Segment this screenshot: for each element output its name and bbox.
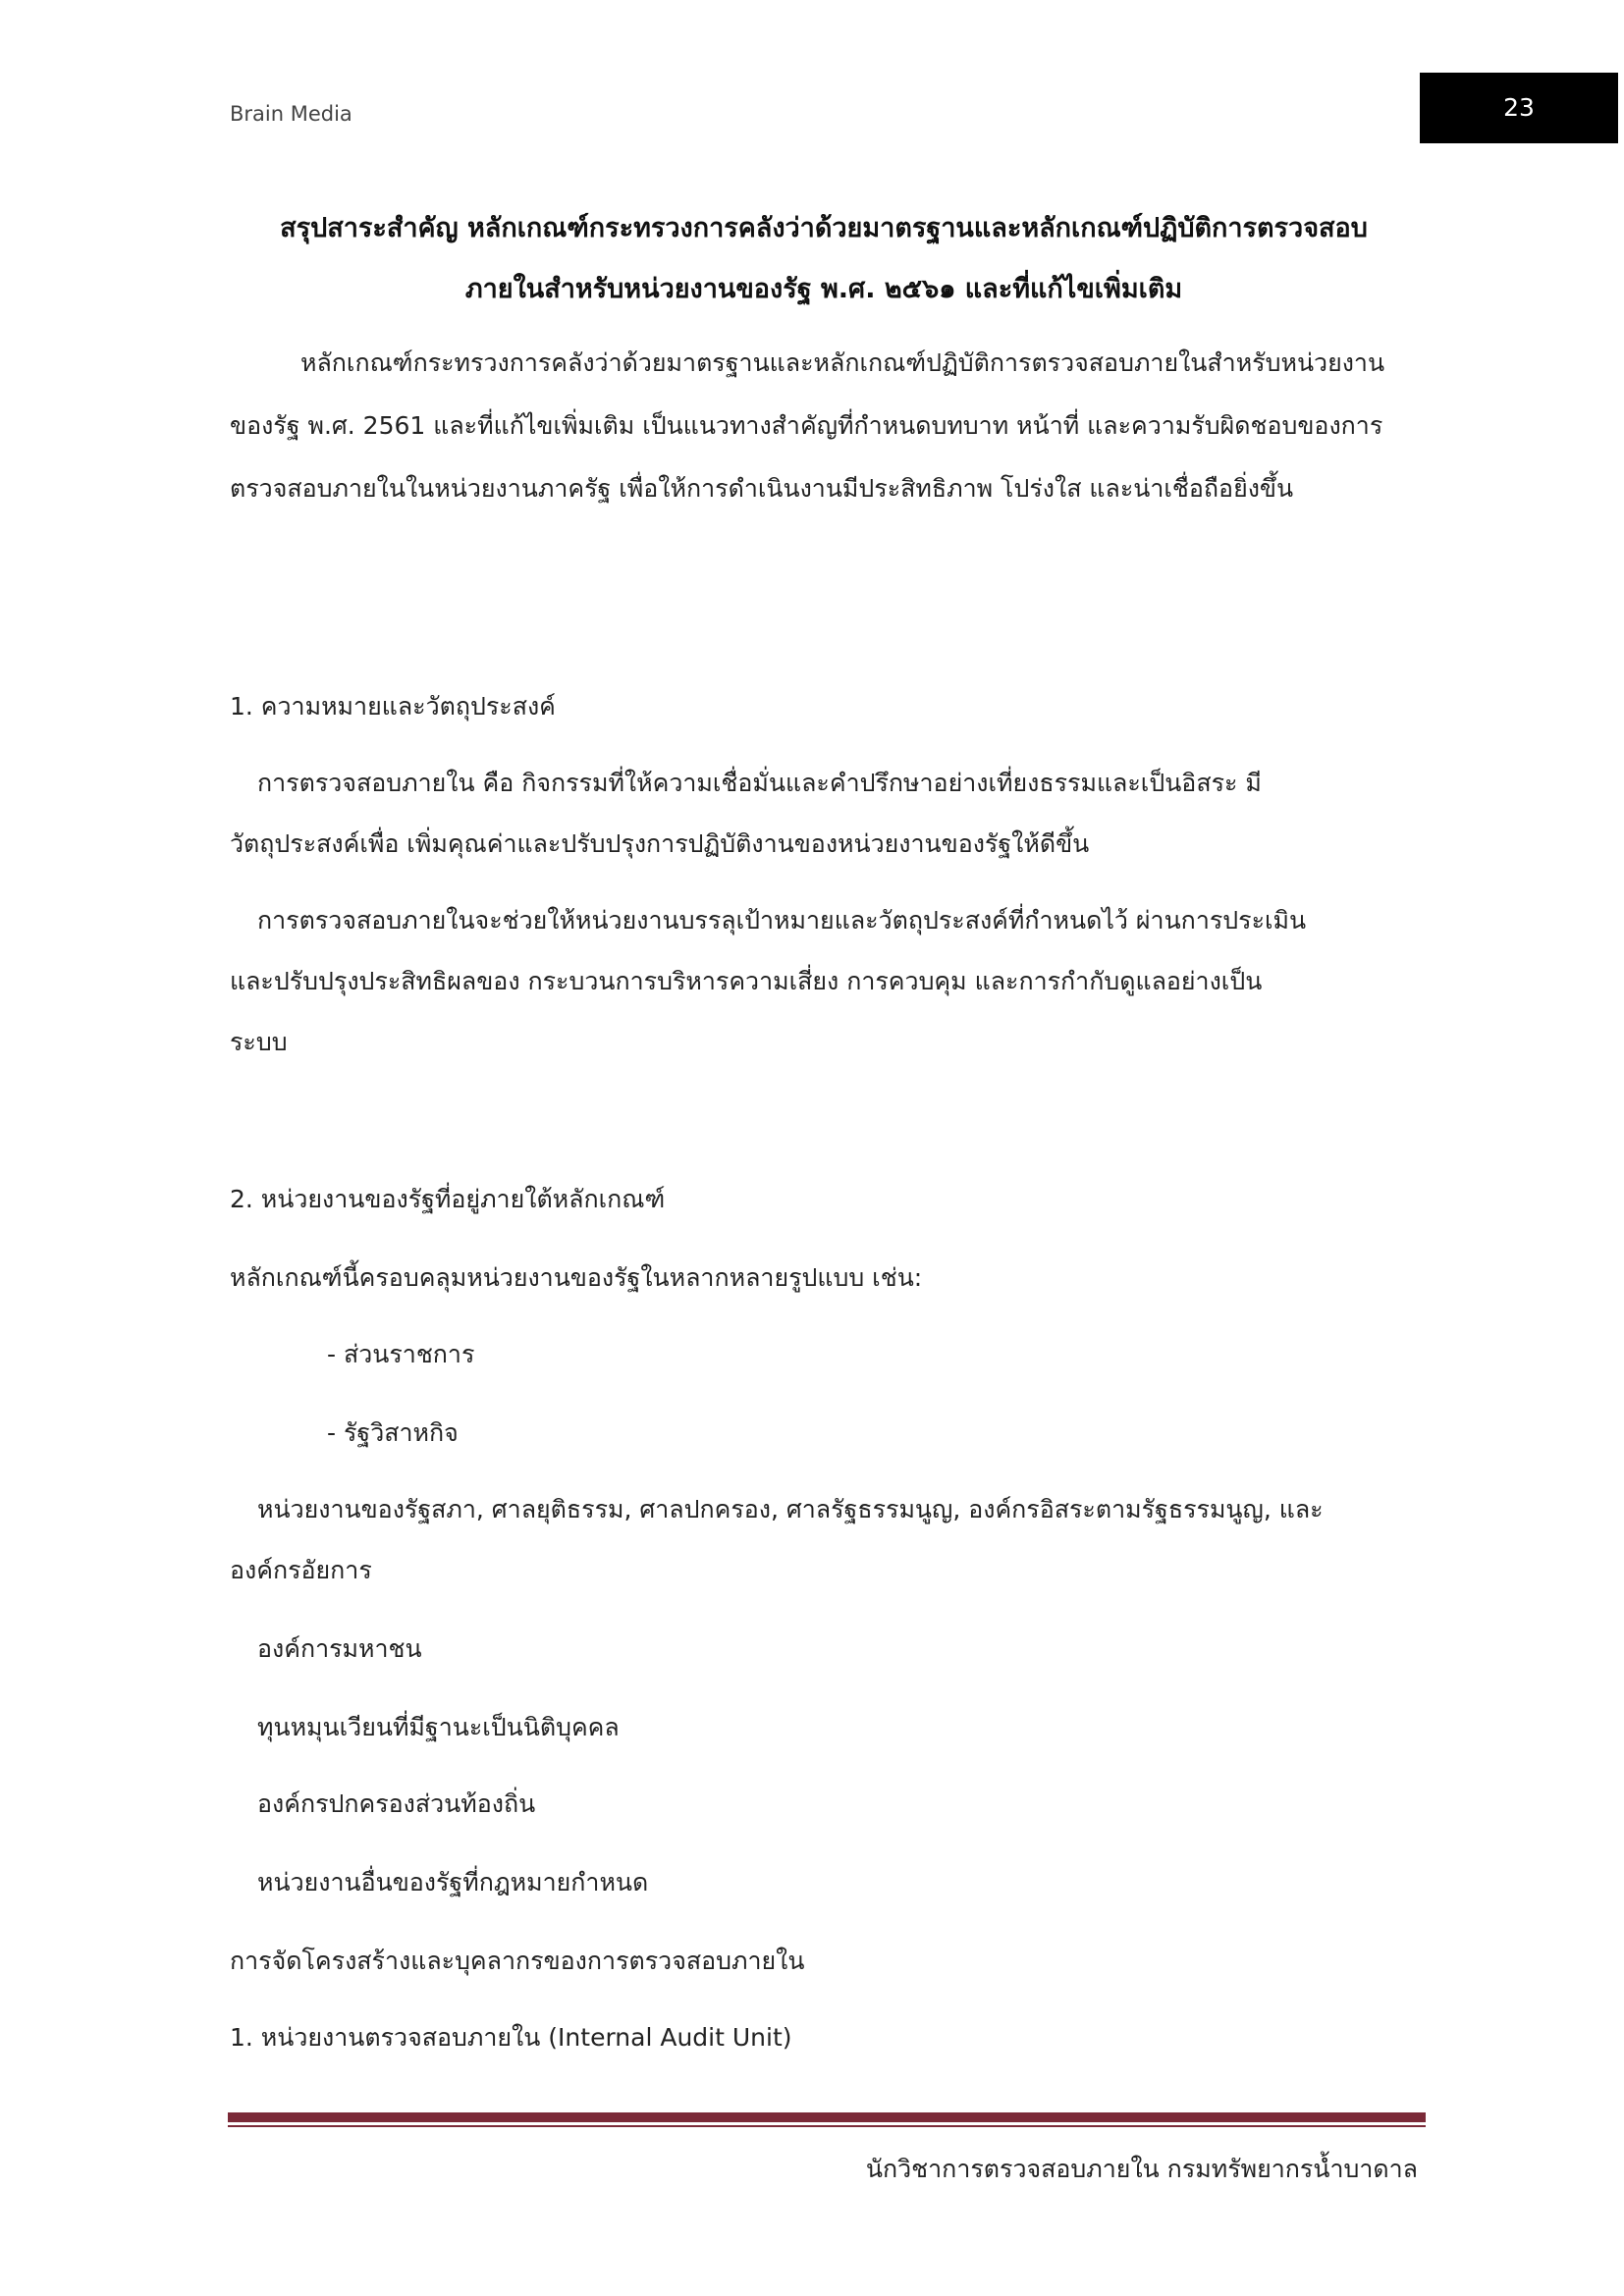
agency-item: องค์กรปกครองส่วนท้องถิ่น: [257, 1789, 536, 1818]
agency-item: องค์การมหาชน: [257, 1634, 422, 1663]
footer-rule-thin: [228, 2125, 1426, 2127]
footer-rule: [228, 2112, 1426, 2122]
structure-heading: การจัดโครงสร้างและบุคลากรของการตรวจสอบภายใน: [230, 1947, 805, 1975]
page-number: 23: [1420, 73, 1618, 143]
agency-item: หน่วยงานอื่นของรัฐที่กฎหมายกำหนด: [257, 1868, 649, 1896]
section1-para2-line2: และปรับปรุงประสิทธิผลของ กระบวนการบริหารความเสี่ยง การควบคุม และการกำกับดูแลอย่างเป็น: [230, 967, 1263, 995]
agency-line1: หน่วยงานของรัฐสภา, ศาลยุติธรรม, ศาลปกครอง, ศาลรัฐธรรมนูญ, องค์กรอิสระตามรัฐธรรมนูญ, และ: [257, 1495, 1324, 1523]
bullet-item: - รัฐวิสาหกิจ: [327, 1418, 459, 1447]
intro-paragraph: หลักเกณฑ์กระทรวงการคลังว่าด้วยมาตรฐานและหลักเกณฑ์ปฏิบัติการตรวจสอบภายในสำหรับหน่วยงานของรัฐ พ.ศ. 2561 และที่แก้ไขเพิ่มเติม เป็นแนวทางสำคัญที่กำหนดบทบาท หน้าที่ และความรับผิดชอบของการตรวจสอบภายในในหน่วยงานภาครัฐ เพื่อให้การดำเนินงานมีประสิทธิภาพ โปร่งใส และน่าเชื่อถือยิ่งขึ้น: [230, 348, 1385, 503]
section1-para2-line3: ระบบ: [230, 1028, 288, 1056]
agency-item: ทุนหมุนเวียนที่มีฐานะเป็นนิติบุคคล: [257, 1713, 620, 1741]
bullet-item: - ส่วนราชการ: [327, 1340, 475, 1368]
section2-lead: หลักเกณฑ์นี้ครอบคลุมหน่วยงานของรัฐในหลากหลายรูปแบบ เช่น:: [230, 1263, 923, 1292]
footer-text: นักวิชาการตรวจสอบภายใน กรมทรัพยากรน้ำบาดาล: [865, 2155, 1418, 2183]
unit-heading: 1. หน่วยงานตรวจสอบภายใน (Internal Audit Unit): [230, 2023, 792, 2052]
agency-line2: องค์กรอัยการ: [230, 1556, 372, 1584]
section1-para1-line1: การตรวจสอบภายใน คือ กิจกรรมที่ให้ความเชื่อมั่นและคำปรึกษาอย่างเที่ยงธรรมและเป็นอิสระ มี: [257, 769, 1262, 797]
document-title-line2: ภายในสำหรับหน่วยงานของรัฐ พ.ศ. ๒๕๖๑ และที่แก้ไขเพิ่มเติม: [464, 274, 1183, 304]
section2-heading: 2. หน่วยงานของรัฐที่อยู่ภายใต้หลักเกณฑ์: [230, 1185, 666, 1213]
document-title-line1: สรุปสาระสำคัญ หลักเกณฑ์กระทรวงการคลังว่าด้วยมาตรฐานและหลักเกณฑ์ปฏิบัติการตรวจสอบ: [280, 213, 1368, 243]
section1-heading: 1. ความหมายและวัตถุประสงค์: [230, 692, 556, 721]
section1-para1-line2: วัตถุประสงค์เพื่อ เพิ่มคุณค่าและปรับปรุงการปฏิบัติงานของหน่วยงานของรัฐให้ดีขึ้น: [230, 829, 1090, 858]
section1-para2-line1: การตรวจสอบภายในจะช่วยให้หน่วยงานบรรลุเป้าหมายและวัตถุประสงค์ที่กำหนดไว้ ผ่านการประเมิน: [257, 906, 1307, 934]
brand-name: Brain Media: [230, 102, 352, 126]
